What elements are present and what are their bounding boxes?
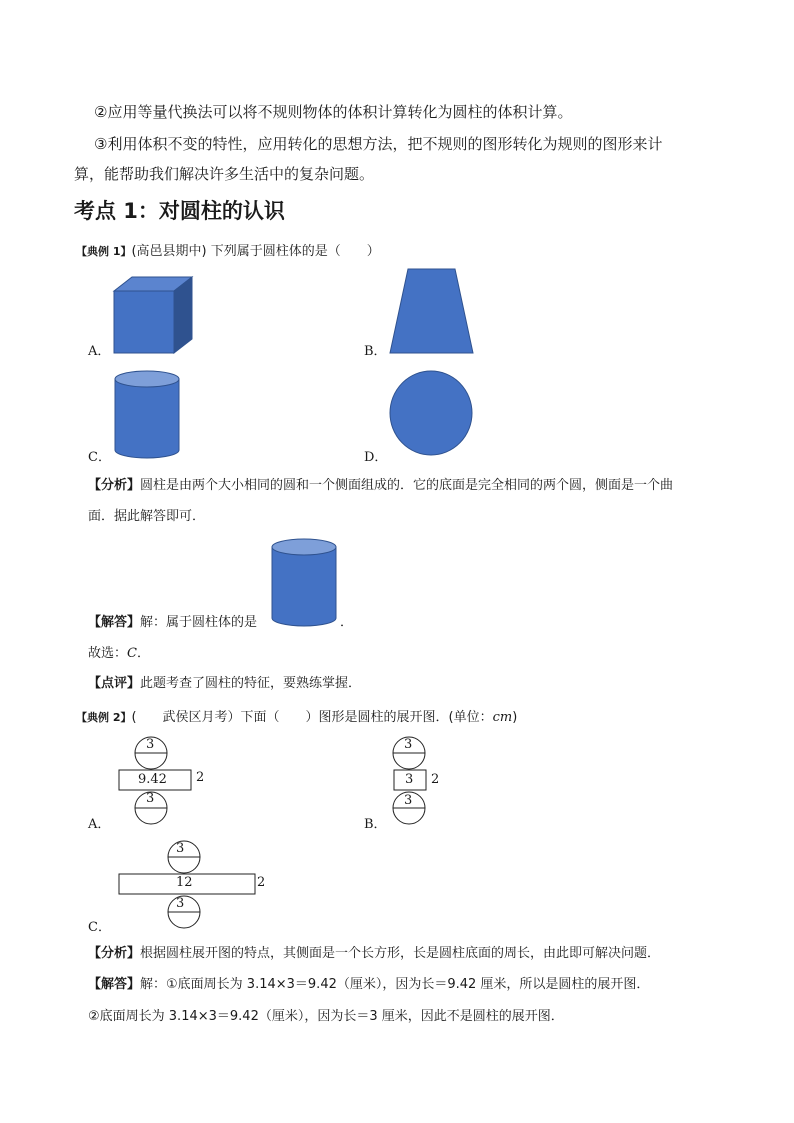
example2-question-end: ) (512, 710, 518, 725)
option-a-label: A． (88, 344, 111, 359)
analysis-text-2: 面．据此解答即可． (88, 509, 206, 524)
net-c-option-label: C． (88, 920, 111, 935)
example2-answer-1: 解：①底面周长为 3.14×3＝9.42（厘米），因为长＝9.42 厘米，所以是圆柱的展开图． (140, 977, 650, 992)
example1-analysis-line1 (88, 477, 673, 495)
example2-tag: 【典例 2】 (76, 711, 132, 724)
answer-text: 解：属于圆柱体的是 (140, 615, 258, 630)
example2-question-line (76, 706, 517, 727)
example1-tag: 【典例 1】 (76, 245, 132, 258)
choice-prefix: 故选： (88, 646, 128, 661)
analysis-tag: 【分析】 (88, 478, 141, 493)
example1-answer-line (88, 614, 257, 632)
choice-end: ． (136, 646, 150, 661)
circle-shape (389, 370, 473, 456)
example2-analysis-tag: 【分析】 (88, 946, 141, 961)
net-a-rect-label: 9.42 (138, 772, 167, 787)
choice-line (88, 645, 150, 663)
net-a-circle-bottom-label: 3 (146, 791, 155, 806)
net-c-rect-label: 12 (176, 875, 193, 890)
answer-cylinder-shape (271, 538, 337, 628)
example2-answer-tag: 【解答】 (88, 977, 141, 992)
cube-shape (112, 287, 194, 355)
comment-text: 此题考查了圆柱的特征，要熟练掌握． (140, 676, 362, 691)
net-c-circle-top-label: 3 (176, 841, 185, 856)
analysis-text-1: 圆柱是由两个大小相同的圆和一个侧面组成的．它的底面是完全相同的两个圆，侧面是一个曲 (140, 478, 674, 493)
answer-end: ． (340, 615, 354, 630)
cylinder-shape (114, 370, 180, 460)
net-b-circle-bottom-label: 3 (404, 793, 413, 808)
example2-analysis-text: 根据圆柱展开图的特点，其侧面是一个长方形，长是圆柱底面的周长，由此即可解决问题． (140, 946, 661, 961)
option-b-label: B． (364, 344, 387, 359)
example2-question: ( 武侯区月考）下面（ ）图形是圆柱的展开图．(单位： (131, 710, 493, 725)
net-c-circle-bottom-label: 3 (176, 896, 185, 911)
intro-line-2: ②应用等量代换法可以将不规则物体的体积计算转化为圆柱的体积计算。 (94, 103, 573, 121)
net-a-circle-top-label: 3 (146, 737, 155, 752)
net-b-rect-label: 3 (405, 772, 414, 787)
intro-line-3a: ③利用体积不变的特性，应用转化的思想方法，把不规则的图形转化为规则的图形来计 (94, 135, 663, 153)
net-b-option-label: B． (364, 817, 387, 832)
net-b-side-label: 2 (431, 772, 440, 787)
comment-line (88, 675, 361, 693)
example1-question-line (76, 240, 380, 261)
net-a-option-label: A． (88, 817, 111, 832)
choice-letter: C (127, 646, 137, 661)
answer-tag: 【解答】 (88, 615, 141, 630)
option-d-label: D． (364, 450, 388, 465)
example2-analysis-line (88, 945, 660, 963)
trapezoid-shape (389, 268, 475, 354)
net-a-side-label: 2 (196, 770, 205, 785)
example1-question: (高邑县期中) 下列属于圆柱体的是（ ） (131, 244, 380, 259)
intro-line-3b: 算，能帮助我们解决许多生活中的复杂问题。 (74, 165, 375, 183)
net-b-circle-top-label: 3 (404, 737, 413, 752)
option-c-label: C． (88, 450, 111, 465)
example2-answer-2: ②底面周长为 3.14×3＝9.42（厘米），因为长＝3 厘米，因此不是圆柱的展开图． (88, 1009, 564, 1024)
example2-unit: cm (492, 710, 513, 725)
net-c-side-label: 2 (257, 875, 266, 890)
section-title: 考点 1：对圆柱的认识 (74, 199, 285, 223)
example2-answer-line1 (88, 976, 649, 994)
comment-tag: 【点评】 (88, 676, 141, 691)
